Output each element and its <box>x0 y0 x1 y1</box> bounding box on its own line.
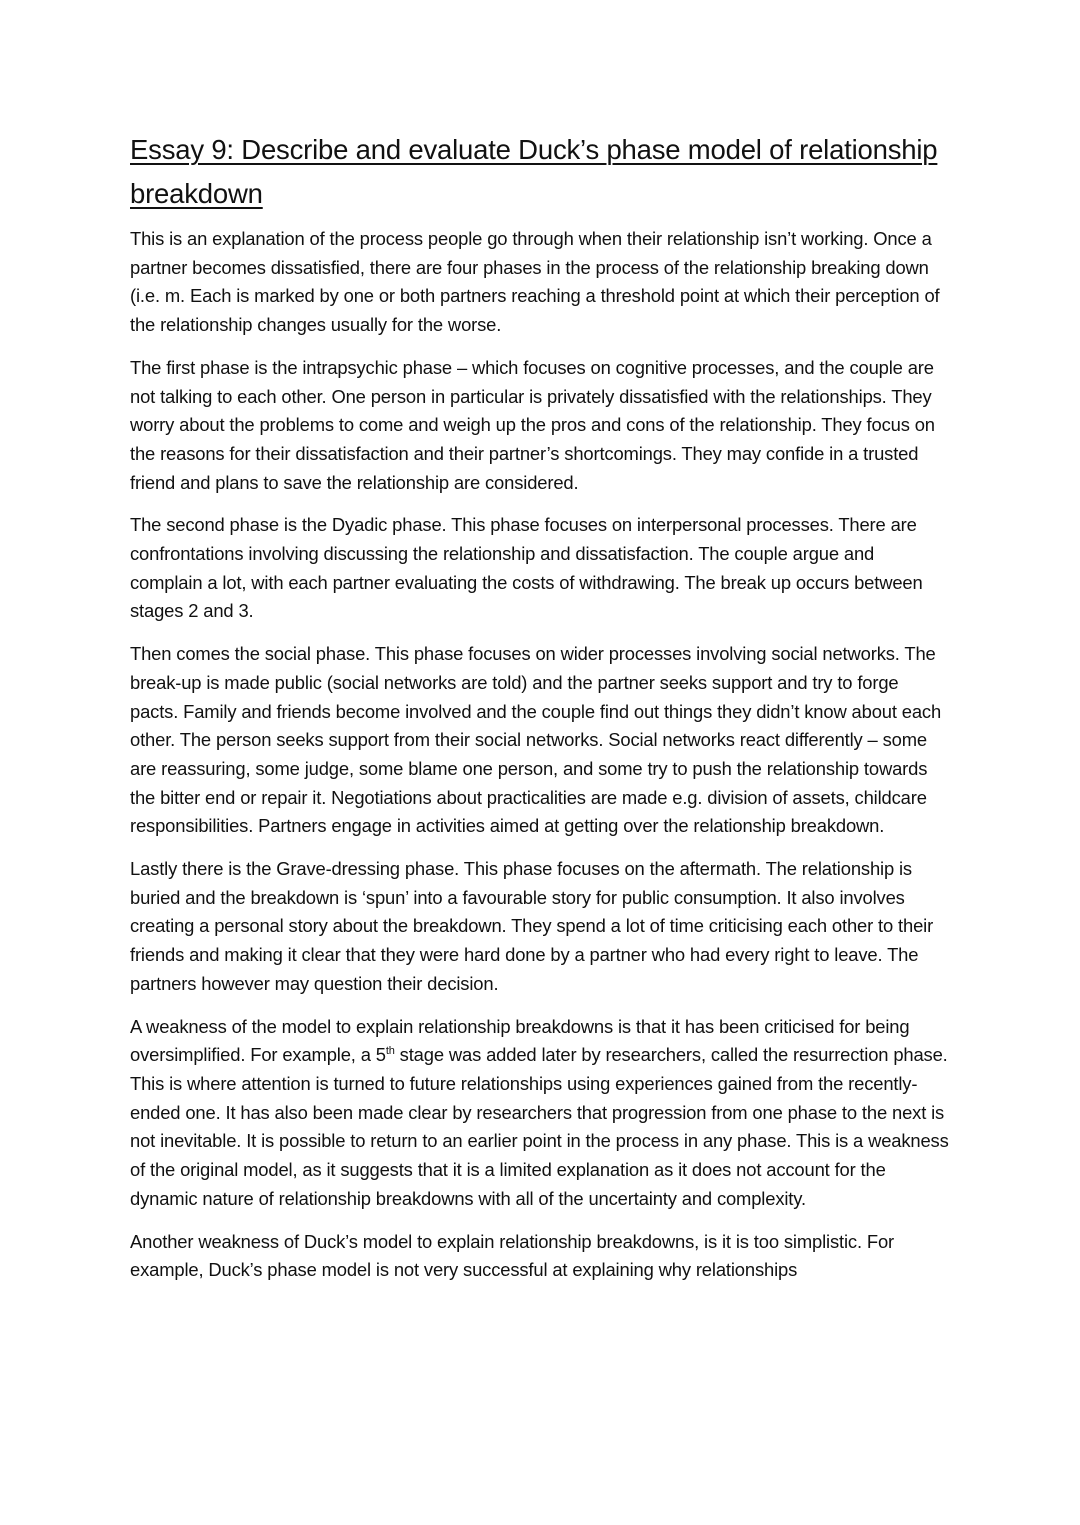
paragraph-weakness-simplistic: Another weakness of Duck’s model to explain relationship breakdowns, is it is too simplistic. For example, Duck’s phase model is not very successful at explaining why relationships <box>130 1230 894 1281</box>
paragraph-intrapsychic: The first phase is the intrapsychic phase – which focuses on cognitive processes, and the couple are not talking to each other. One person in particular is privately dissatisfied with the relationships. They worry about the problems to come and weigh up the pros and cons of the relationship. They focus on the reasons for their dissatisfaction and their partner’s shortcomings. They may confide in a trusted friend and plans to save the relationship are considered. <box>130 356 935 493</box>
paragraph-dyadic: The second phase is the Dyadic phase. This phase focuses on interpersonal processes. There are confrontations involving discussing the relationship and dissatisfaction. The couple argue and complain a lot, with each partner evaluating the costs of withdrawing. The break up occurs between stages 2 and 3. <box>130 514 923 622</box>
paragraph-social: Then comes the social phase. This phase focuses on wider processes involving social networks. The break-up is made public (social networks are told) and the partner seeks support and try to forge pacts. Family and friends become involved and the couple find out things they didn’t know about each other. The person seeks support from their social networks. Social networks react differently – some are reassuring, some judge, some blame one person, and some try to push the relationship towards the bitter end or repair it. Negotiations about practicalities are made e.g. division of assets, childcare responsibilities. Partners engage in activities aimed at getting over the relationship breakdown. <box>130 643 942 837</box>
document-page <box>130 128 950 1299</box>
paragraph-intro: This is an explanation of the process people go through when their relationship isn’t working. Once a partner becomes dissatisfied, there are four phases in the process of the relationship breaking down (i.e. m. Each is marked by one or both partners reaching a threshold point at which their perception of the relationship changes usually for the worse. <box>130 228 940 336</box>
paragraph-weakness-oversimplified <box>130 1013 950 1214</box>
essay-title: Essay 9: Describe and evaluate Duck’s phase model of relationship breakdown <box>130 134 938 209</box>
ordinal-superscript: th <box>385 1045 395 1058</box>
weakness-text-start: A weakness of the model to explain relationship breakdowns is that it has been criticised for being oversimplified. For example, a 5 <box>130 1015 910 1066</box>
paragraph-grave-dressing: Lastly there is the Grave-dressing phase. This phase focuses on the aftermath. The relationship is buried and the breakdown is ‘spun’ into a favourable story for public consumption. It also involves creating a personal story about the breakdown. They spend a lot of time criticising each other to their friends and making it clear that they were hard done by a partner who had every right to leave. The partners however may question their decision. <box>130 858 934 994</box>
weakness-text-end: stage was added later by researchers, called the resurrection phase. This is where attention is turned to future relationships using experiences gained from the recently-ended one. It has also been made clear by researchers that progression from one phase to the next is not inevitable. It is possible to return to an earlier point in the process in any phase. This is a weakness of the original model, as it suggests that it is a limited explanation as it does not account for the dynamic nature of relationship breakdowns with all of the uncertainty and complexity. <box>130 1044 949 1209</box>
